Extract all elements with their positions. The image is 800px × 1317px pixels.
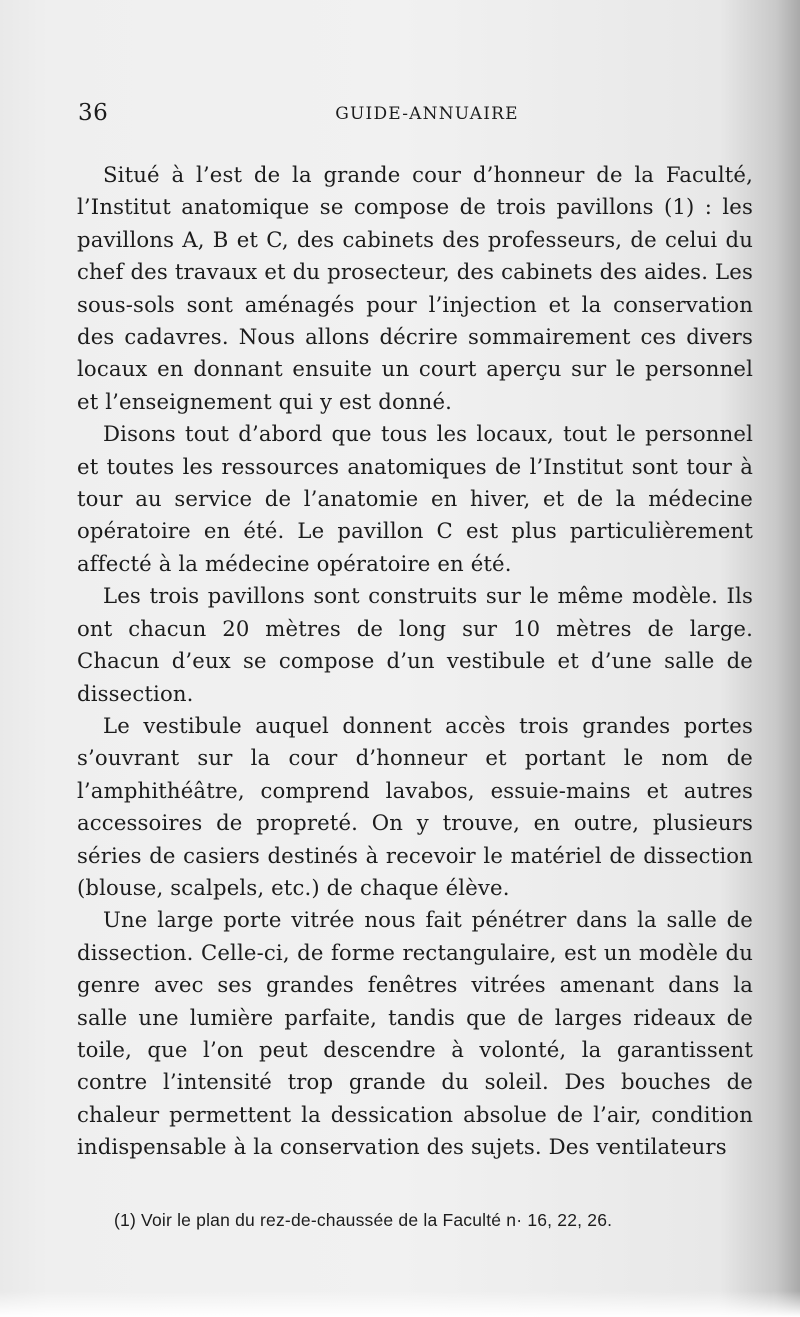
running-head — [78, 100, 758, 132]
paragraph-5: Une large porte vitrée nous fait pénétrer dans la salle de dissection. Celle-ci, de forme rectangulaire, est un modèle du genre avec ses grandes fenêtres vitrées amenant dans la salle une lumière parfaite, tandis que de larges rideaux de toile, que l’on peut descendre à volonté, la garantissent contre l’intensité trop grande du soleil. Des bouches de chaleur permettent la dessication absolue de l’air, condition indispensable à la conservation des sujets. Des ventilateurs — [77, 907, 753, 1160]
page-number: 36 — [78, 100, 109, 126]
footnote: (1) Voir le plan du rez-de-chaussée de la Faculté n· 16, 22, 26. — [114, 1210, 613, 1230]
paragraph-3: Les trois pavillons sont construits sur le même modèle. Ils ont chacun 20 mètres de long sur 10 mètres de large. Chacun d’eux se compose d’un vestibule et d’une salle de dissection. — [77, 583, 753, 706]
paragraph-1: Situé à l’est de la grande cour d’honneur de la Faculté, l’Institut anatomique se compose de trois pavillons (1) : les pavillons A, B et C, des cabinets des professeurs, de celui du chef des travaux et du prosecteur, des cabinets des aides. Les sous-sols sont aménagés pour l’injection et la conservation des cadavres. Nous allons décrire sommairement ces divers locaux en donnant ensuite un court aperçu sur le personnel et l’enseignement qui y est donné. — [77, 162, 753, 414]
scan-bottom-edge — [0, 1291, 800, 1317]
paragraph-4: Le vestibule auquel donnent accès trois grandes portes s’ouvrant sur la cour d’honneur et portant le nom de l’amphithéâtre, comprend lavabos, essuie-mains et autres accessoires de propreté. On y trouve, en outre, plusieurs séries de casiers destinés à recevoir le matériel de dissection (blouse, scalpels, etc.) de chaque élève. — [77, 712, 753, 900]
paragraph-2: Disons tout d’abord que tous les locaux, tout le personnel et toutes les ressources anatomiques de l’Institut sont tour à tour au service de l’anatomie en hiver, et de la médecine opératoire en été. Le pavillon C est plus particulièrement affecté à la médecine opératoire en été. — [77, 421, 753, 576]
running-title: GUIDE-ANNUAIRE — [335, 104, 519, 124]
body-text — [77, 159, 753, 1164]
